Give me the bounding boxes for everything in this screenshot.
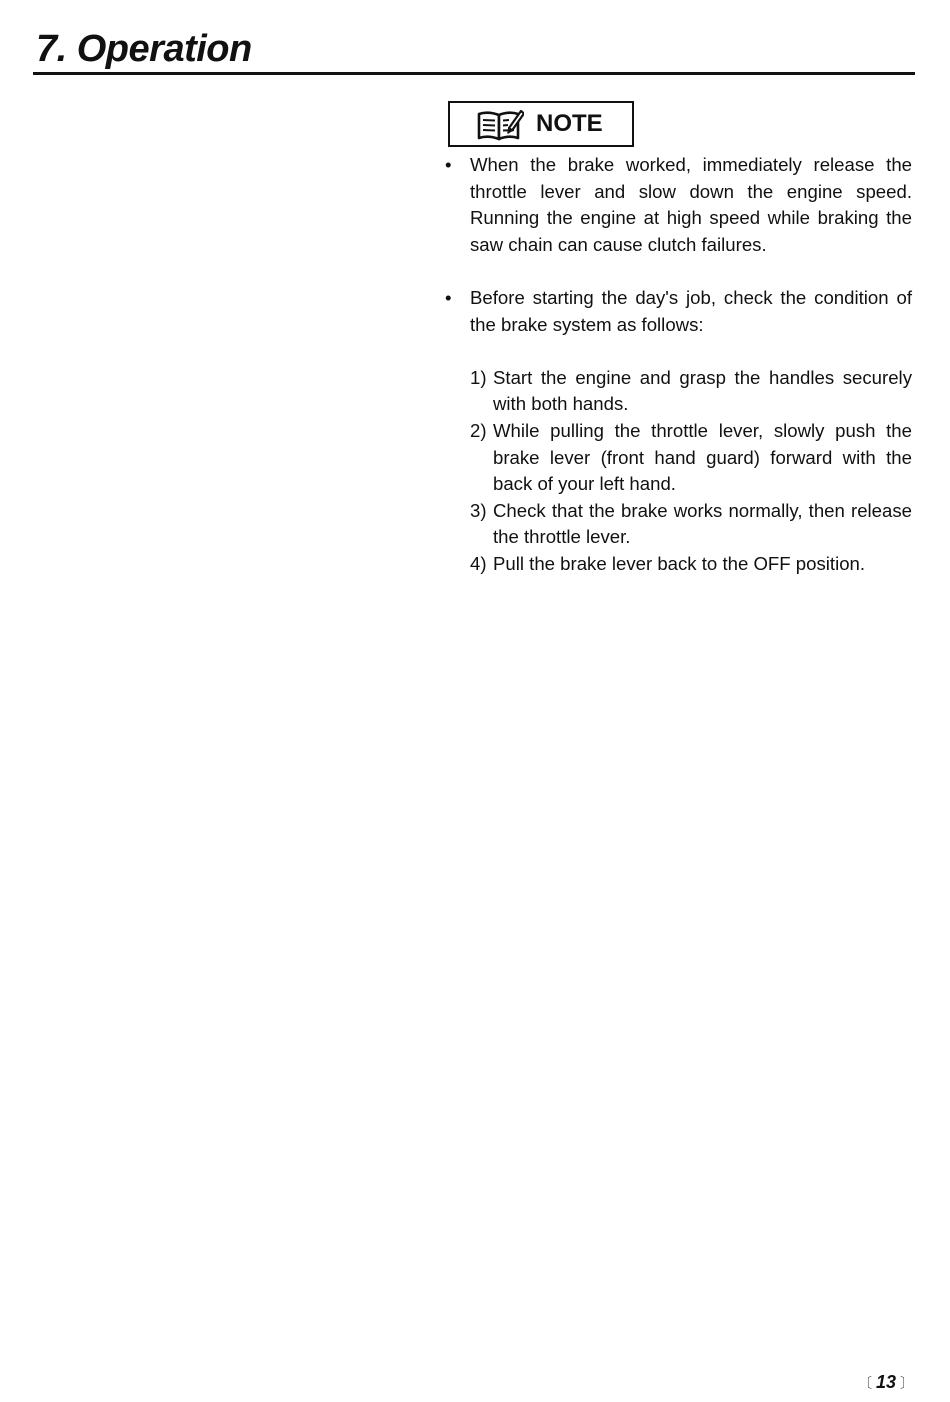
step-number: 1) xyxy=(470,366,487,388)
step-text: Pull the brake lever back to the OFF position. xyxy=(493,552,866,574)
page-number-bracket-open: 〔 xyxy=(857,1375,872,1391)
page-title: 7. Operation xyxy=(36,28,252,70)
note-bullet xyxy=(444,285,912,338)
note-bullet xyxy=(444,152,912,258)
step-text: Check that the brake works normally, then release the throttle lever. xyxy=(493,499,912,548)
brake-check-steps xyxy=(444,365,912,578)
note-content xyxy=(444,152,912,578)
step-number: 3) xyxy=(470,499,487,521)
step-text: Start the engine and grasp the handles securely with both hands. xyxy=(493,366,912,415)
bullet-text: Before starting the day's job, check the condition of the brake system as follows: xyxy=(470,286,912,335)
bullet-symbol: • xyxy=(445,286,452,308)
bullet-text: When the brake worked, immediately release the throttle lever and slow down the engine speed. Running the engine at high speed while braking the saw chain can cause clutch failures. xyxy=(470,154,912,255)
step-item xyxy=(470,418,912,498)
bullet-symbol: • xyxy=(445,154,452,175)
page-number-value: 13 xyxy=(875,1372,896,1392)
step-item xyxy=(470,365,912,418)
step-text: While pulling the throttle lever, slowly push the brake lever (front hand guard) forward with the back of your left hand. xyxy=(493,419,912,495)
title-divider xyxy=(33,72,915,75)
step-item xyxy=(470,498,912,551)
step-item xyxy=(470,551,912,578)
open-book-pencil-icon xyxy=(476,108,524,142)
step-number: 2) xyxy=(470,419,487,441)
page-number xyxy=(858,1370,914,1395)
page-number-bracket-close: 〕 xyxy=(900,1375,914,1391)
note-box xyxy=(448,101,634,147)
note-label: NOTE xyxy=(536,110,603,137)
step-number: 4) xyxy=(470,552,487,574)
